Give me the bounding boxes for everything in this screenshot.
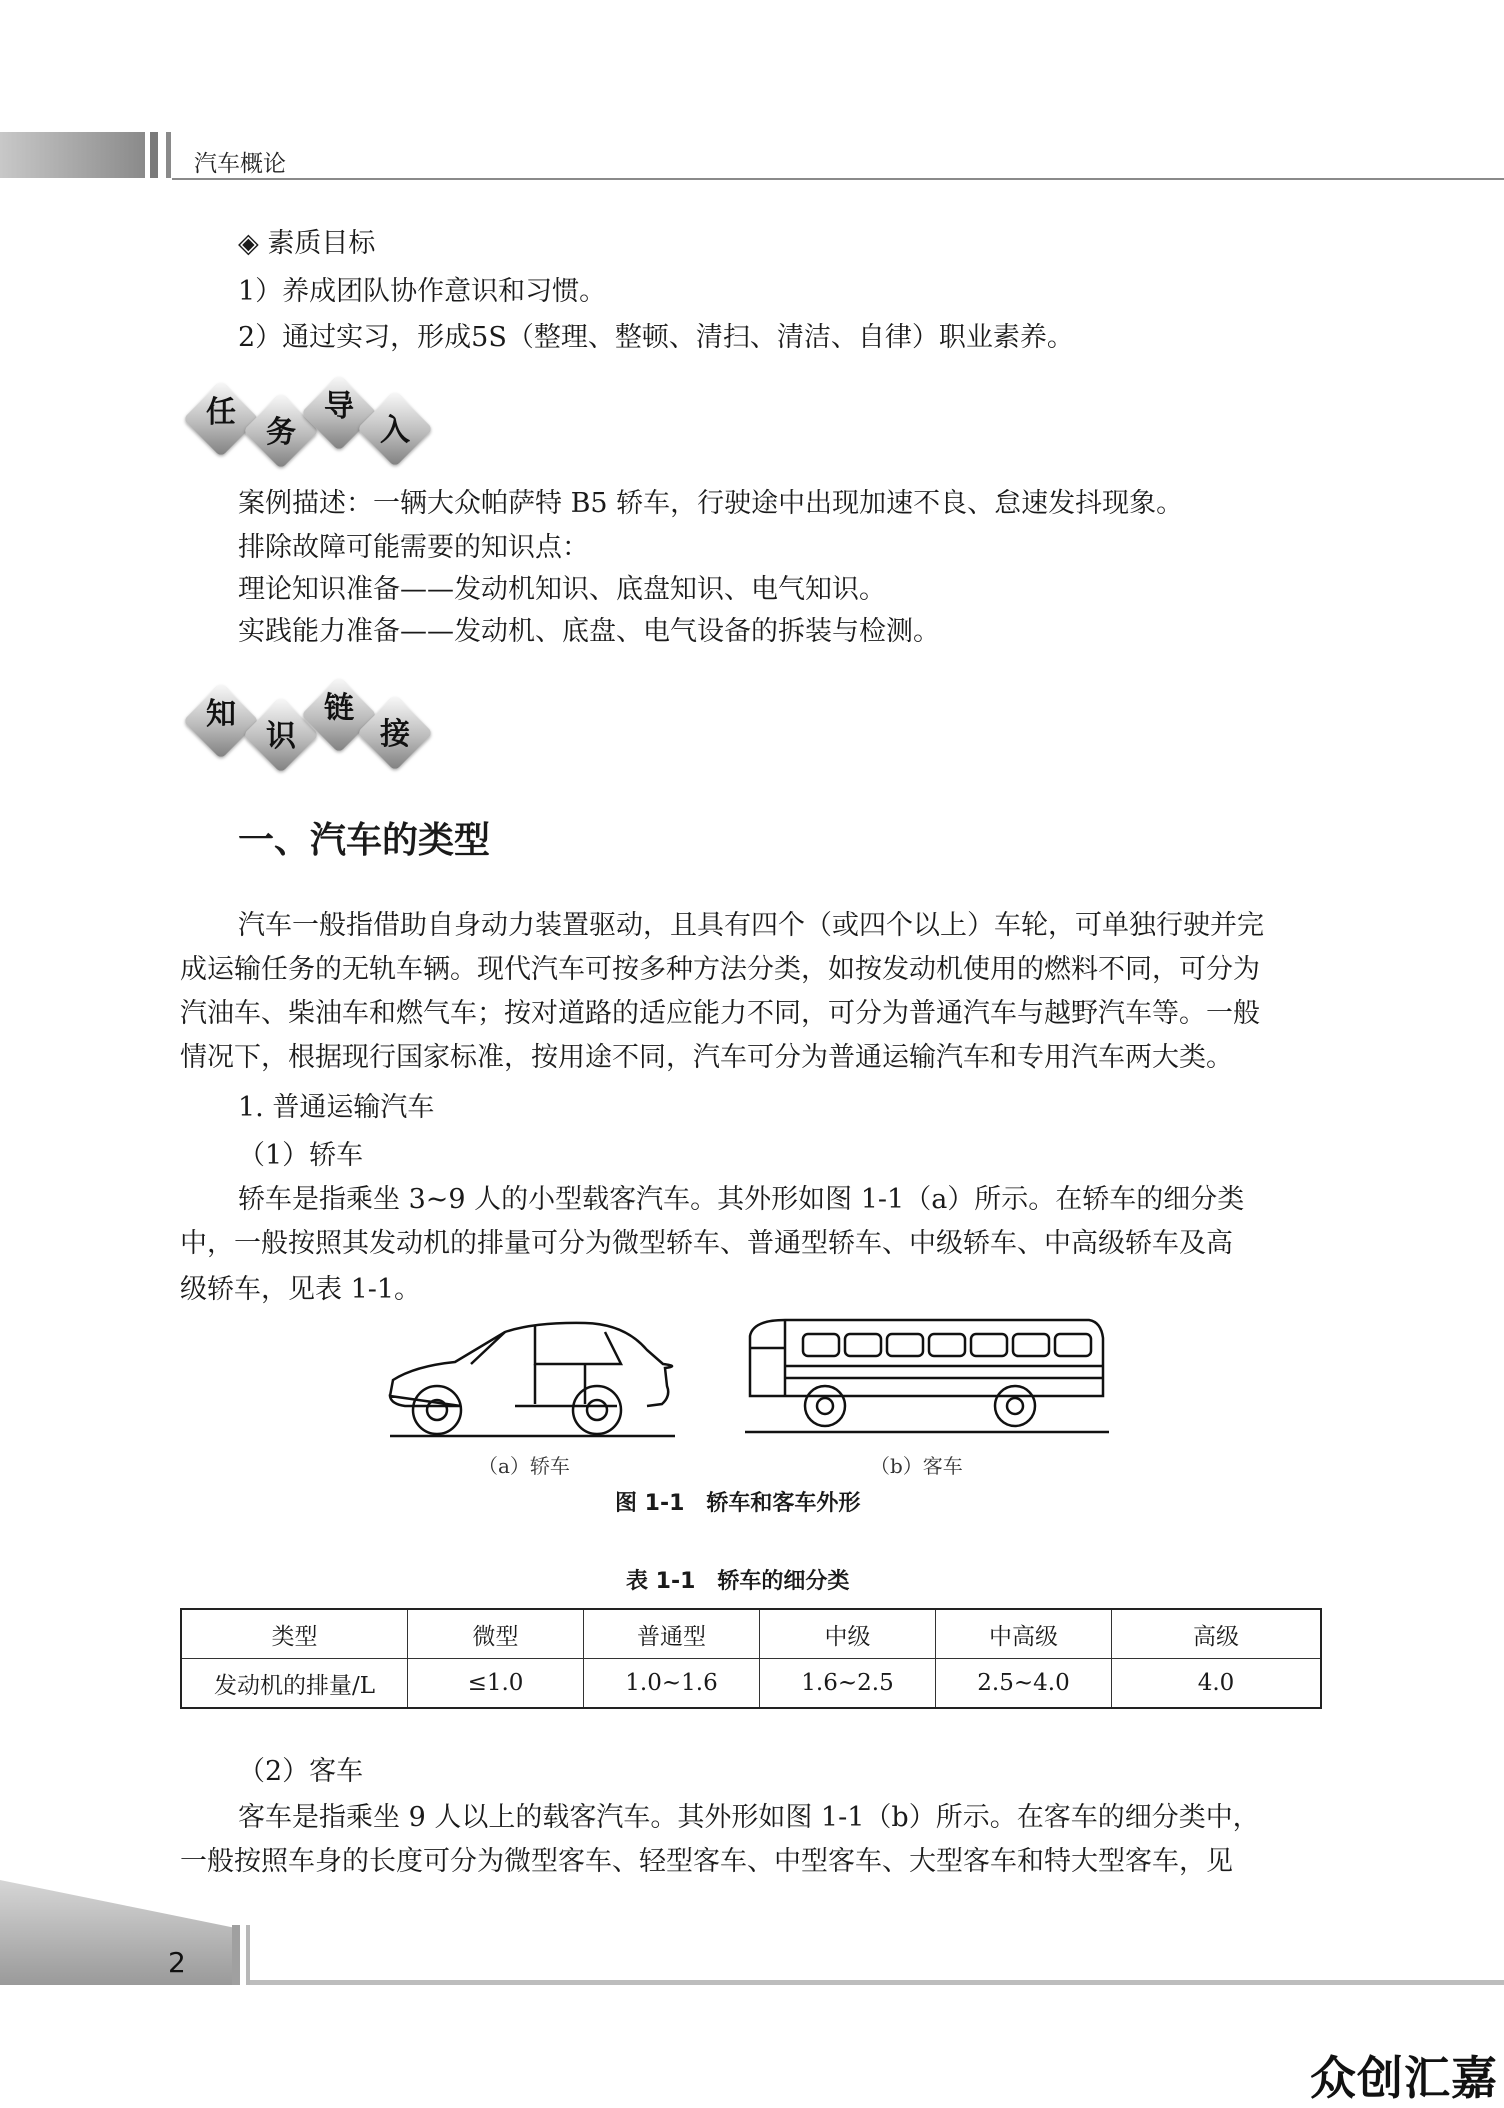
badge-char: 入: [380, 413, 410, 448]
bus-drawing: [745, 1320, 1109, 1432]
badge-char: 任: [206, 395, 236, 430]
body-line: 中，一般按照其发动机的排量可分为微型轿车、普通型轿车、中级轿车、中高级轿车及高: [180, 1228, 1233, 1259]
body-line: 汽车一般指借助自身动力装置驱动，且具有四个（或四个以上）车轮，可单独行驶并完: [238, 910, 1264, 941]
task-intro-badge: [178, 368, 438, 466]
sedan-drawing: [390, 1323, 675, 1436]
table-header-cell: 微型: [408, 1609, 584, 1659]
figure-caption: 图 1-1 轿车和客车外形: [615, 1491, 861, 1516]
badge-char: 识: [266, 719, 296, 754]
body-line: 成运输任务的无轨车辆。现代汽车可按多种方法分类，如按发动机使用的燃料不同，可分为: [180, 954, 1260, 985]
body-line: 级轿车，见表 1-1。: [180, 1274, 422, 1305]
sedan-class-table: [180, 1608, 1322, 1709]
body-line: 轿车是指乘坐 3~9 人的小型载客汽车。其外形如图 1-1（a）所示。在轿车的细分类: [238, 1184, 1245, 1215]
goals-heading: ◈ 素质目标: [238, 228, 376, 259]
subheading: （1）轿车: [238, 1140, 364, 1171]
header-stripe: [150, 132, 158, 178]
table-header-cell: 高级: [1112, 1609, 1322, 1659]
table-cell: 1.6~2.5: [760, 1659, 936, 1709]
table-cell: 4.0: [1112, 1659, 1322, 1709]
table-cell: 2.5~4.0: [936, 1659, 1112, 1709]
subheading: （2）客车: [238, 1756, 364, 1787]
task-line: 理论知识准备——发动机知识、底盘知识、电气知识。: [238, 574, 886, 605]
running-header-title: 汽车概论: [194, 151, 286, 177]
footer-rule: [250, 1980, 1504, 1985]
table-header-cell: 普通型: [584, 1609, 760, 1659]
section-heading: 一、汽车的类型: [238, 820, 491, 861]
body-line: 一般按照车身的长度可分为微型客车、轻型客车、中型客车、大型客车和特大型客车，见: [180, 1846, 1233, 1877]
body-line: 汽油车、柴油车和燃气车；按对道路的适应能力不同，可分为普通汽车与越野汽车等。一般: [180, 998, 1260, 1029]
table-header-cell: 中级: [760, 1609, 936, 1659]
badge-char: 接: [380, 717, 410, 752]
table-row: [181, 1659, 1321, 1709]
watermark-brand: 众创汇嘉: [1310, 2051, 1498, 2105]
figure-caption-b: （b）客车: [870, 1454, 963, 1478]
footer-tab: [0, 1880, 232, 1985]
subheading: 1. 普通运输汽车: [238, 1092, 435, 1123]
table-cell: 1.0~1.6: [584, 1659, 760, 1709]
task-line: 实践能力准备——发动机、底盘、电气设备的拆装与检测。: [238, 616, 940, 647]
header-stripe: [166, 132, 171, 178]
table-header-cell: 类型: [181, 1609, 408, 1659]
table-cell: ≤1.0: [408, 1659, 584, 1709]
footer-stripe: [246, 1925, 250, 1985]
table-header-cell: 中高级: [936, 1609, 1112, 1659]
table-cell: 发动机的排量/L: [181, 1659, 408, 1709]
table-caption: 表 1-1 轿车的细分类: [626, 1569, 850, 1594]
footer-stripe: [232, 1925, 240, 1985]
body-line: 客车是指乘坐 9 人以上的载客汽车。其外形如图 1-1（b）所示。在客车的细分类中，: [238, 1802, 1260, 1833]
badge-char: 知: [206, 697, 236, 732]
badge-char: 导: [324, 389, 354, 424]
knowledge-link-badge: [178, 672, 438, 770]
header-rule: [172, 178, 1504, 180]
diamond-bullet-icon: ◈: [238, 228, 259, 259]
header-bar: [0, 132, 145, 178]
task-line: 案例描述：一辆大众帕萨特 B5 轿车，行驶途中出现加速不良、怠速发抖现象。: [238, 488, 1184, 519]
figure-caption-a: （a）轿车: [478, 1454, 570, 1478]
table-header-row: [181, 1609, 1321, 1659]
task-line: 排除故障可能需要的知识点：: [238, 532, 589, 563]
badge-char: 务: [266, 415, 296, 450]
badge-char: 链: [324, 691, 354, 726]
goal-item: 1）养成团队协作意识和习惯。: [238, 276, 607, 307]
goal-item: 2）通过实习，形成5S（整理、整顿、清扫、清洁、自律）职业素养。: [238, 322, 1074, 353]
page-number: 2: [168, 1946, 186, 1979]
body-line: 情况下，根据现行国家标准，按用途不同，汽车可分为普通运输汽车和专用汽车两大类。: [180, 1042, 1233, 1073]
